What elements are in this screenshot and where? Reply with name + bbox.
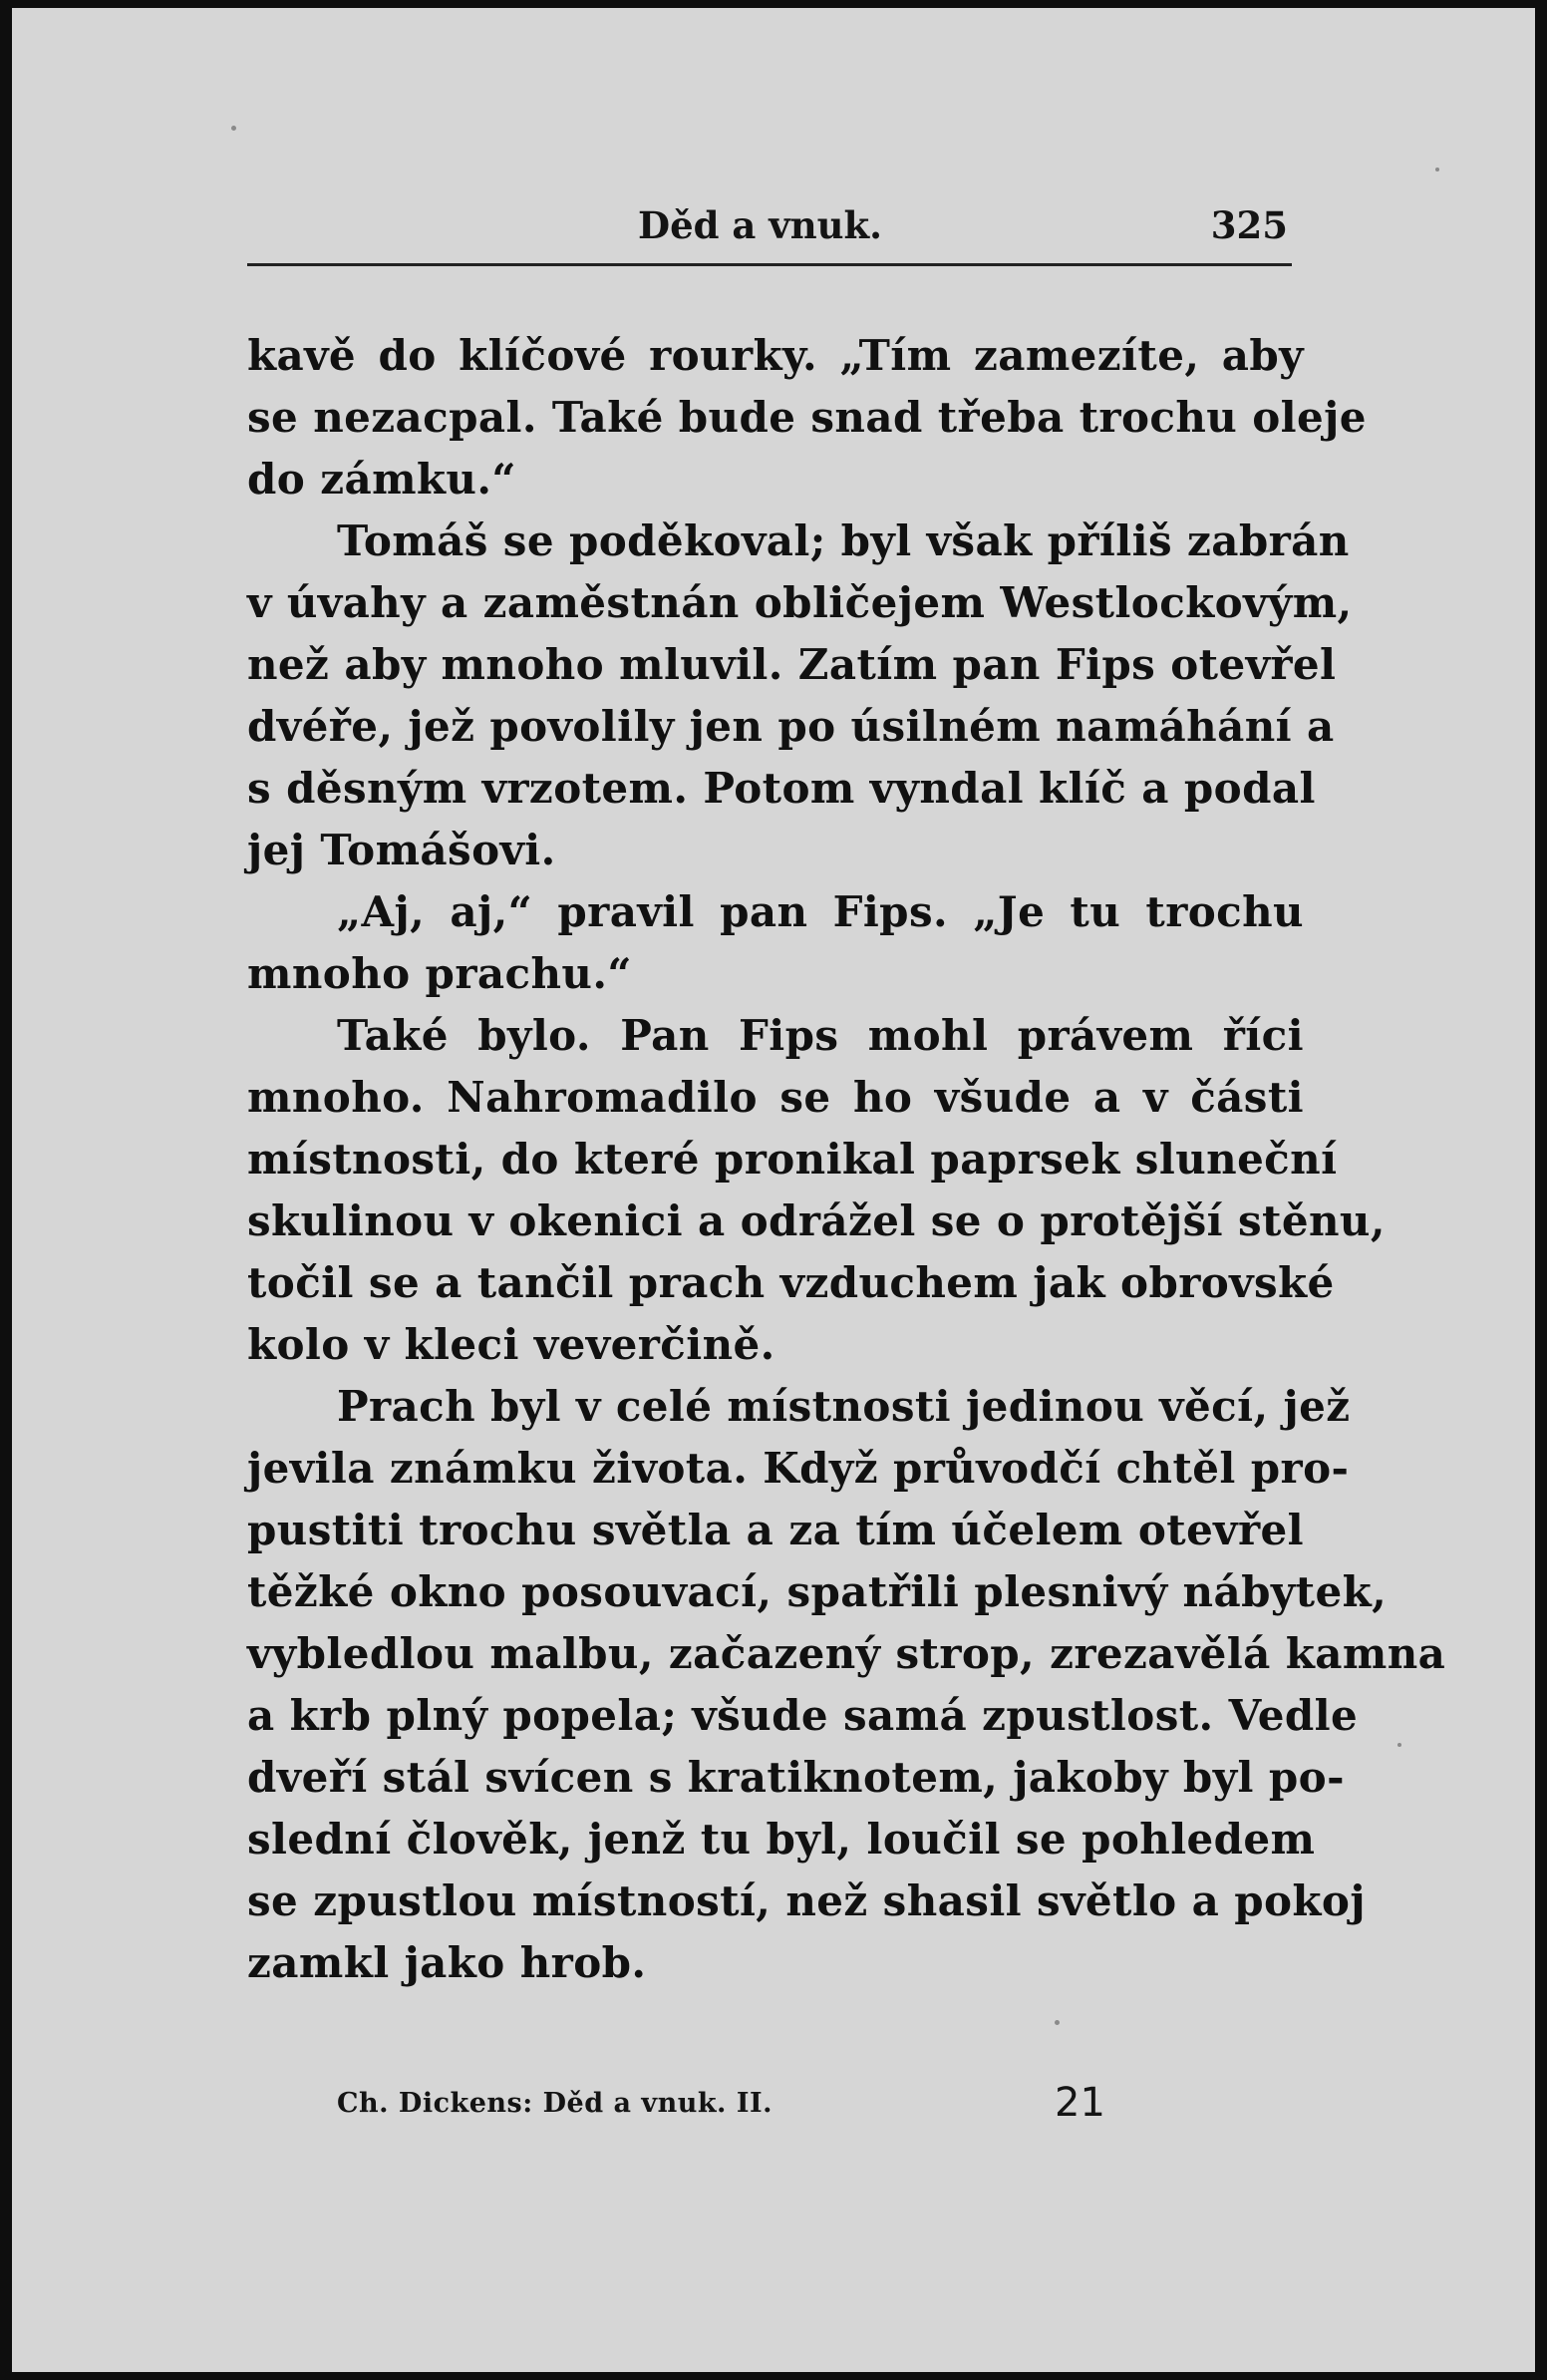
text-line: místnosti, do které pronikal paprsek sluneční: [247, 1135, 1338, 1184]
page-footer: [337, 2080, 1134, 2130]
text-line: dvéře, jež povolily jen po úsilném namáhání a: [247, 702, 1335, 751]
page-number: 325: [1210, 203, 1288, 247]
text-line: kavě do klíčové rourky. „Tím zamezíte, aby: [247, 331, 1304, 380]
text-line: jevila známku života. Když průvodčí chtěl pro-: [247, 1444, 1350, 1493]
text-line: do zámku.“: [247, 455, 516, 504]
ink-speck: [1055, 2020, 1060, 2025]
text-line: jej Tomášovi.: [247, 826, 556, 874]
sheet-number: 21: [1055, 2080, 1105, 2126]
text-line: „Aj, aj,“ pravil pan Fips. „Je tu trochu: [337, 887, 1304, 936]
text-line: se zpustlou místností, než shasil světlo a pokoj: [247, 1876, 1366, 1925]
text-line: s děsným vrzotem. Potom vyndal klíč a podal: [247, 764, 1316, 813]
text-line: skulinou v okenici a odrážel se o protější stěnu,: [247, 1196, 1386, 1245]
running-title: Děd a vnuk.: [638, 203, 883, 247]
text-line: než aby mnoho mluvil. Zatím pan Fips otevřel: [247, 640, 1337, 689]
text-line: kolo v kleci veverčině.: [247, 1320, 775, 1369]
text-line: se nezacpal. Také bude snad třeba trochu oleje: [247, 393, 1367, 442]
ink-speck: [231, 126, 236, 131]
text-line: v úvahy a zaměstnán obličejem Westlockovým,: [247, 578, 1353, 627]
book-page: [12, 8, 1535, 2372]
text-line: vybledlou malbu, začazený strop, zrezavělá kamna: [247, 1629, 1446, 1678]
text-line: Tomáš se poděkoval; byl však příliš zabrán: [337, 516, 1350, 565]
text-line: mnoho prachu.“: [247, 949, 632, 998]
ink-speck: [1435, 168, 1439, 171]
body-text: [247, 325, 1446, 1994]
printer-signature: Ch. Dickens: Děd a vnuk. II.: [337, 2088, 773, 2119]
page-header: [243, 203, 1300, 253]
text-line: Prach byl v celé místnosti jedinou věcí, jež: [337, 1382, 1351, 1431]
text-line: slední člověk, jenž tu byl, loučil se pohledem: [247, 1815, 1316, 1864]
text-line: dveří stál svícen s kratiknotem, jakoby byl po-: [247, 1753, 1345, 1802]
text-line: těžké okno posouvací, spatřili plesnivý nábytek,: [247, 1567, 1388, 1616]
text-line: zamkl jako hrob.: [247, 1938, 647, 1987]
header-rule: [247, 263, 1292, 266]
text-line: a krb plný popela; všude samá zpustlost. Vedle: [247, 1691, 1359, 1740]
text-line: mnoho. Nahromadilo se ho všude a v části: [247, 1073, 1304, 1122]
text-line: pustiti trochu světla a za tím účelem otevřel: [247, 1506, 1304, 1554]
ink-speck: [1397, 1743, 1401, 1747]
text-line: Také bylo. Pan Fips mohl právem říci: [337, 1011, 1304, 1060]
text-line: točil se a tančil prach vzduchem jak obrovské: [247, 1258, 1335, 1307]
